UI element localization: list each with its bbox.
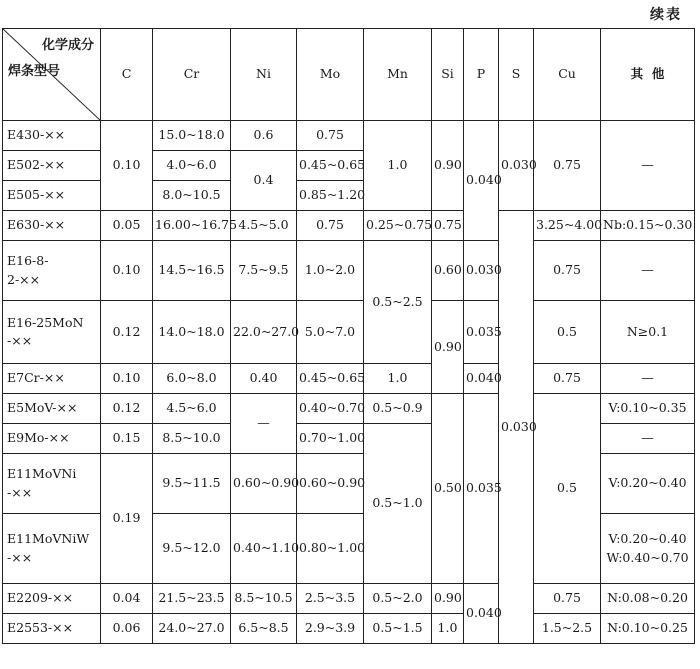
p-cell: 0.030 [464, 241, 499, 301]
cu-cell: 1.5~2.5 [534, 614, 601, 644]
si-cell: 0.50 [432, 394, 464, 584]
c-cell: 0.12 [101, 394, 153, 424]
p-cell: 0.040 [464, 364, 499, 394]
col-header-ni: Ni [231, 29, 297, 121]
other-cell: — [601, 241, 695, 301]
cu-cell: 0.75 [534, 584, 601, 614]
mn-cell: 0.25~0.75 [364, 211, 432, 241]
c-cell: 0.15 [101, 424, 153, 454]
ni-cell: 6.5~8.5 [231, 614, 297, 644]
table-row [3, 394, 695, 424]
ni-cell: 0.60~0.90 [231, 454, 297, 514]
col-header-mo: Mo [297, 29, 364, 121]
model-cell: E11MoVNi -×× [3, 454, 101, 514]
corner-header-cell [3, 29, 101, 121]
model-cell: E7Cr-×× [3, 364, 101, 394]
cr-cell: 16.00~16.75 [153, 211, 231, 241]
model-cell: E16-8- 2-×× [3, 241, 101, 301]
p-cell: 0.035 [464, 301, 499, 364]
si-cell: 0.90 [432, 584, 464, 614]
table-row [3, 301, 695, 364]
model-cell: E430-×× [3, 121, 101, 151]
mo-cell: 5.0~7.0 [297, 301, 364, 364]
cr-cell: 14.5~16.5 [153, 241, 231, 301]
s-cell: 0.030 [499, 211, 534, 644]
cr-cell: 9.5~12.0 [153, 514, 231, 584]
electrode-composition-table [2, 28, 695, 644]
cr-cell: 8.0~10.5 [153, 181, 231, 211]
si-cell: 1.0 [432, 614, 464, 644]
mo-cell: 0.45~0.65 [297, 364, 364, 394]
ni-cell: — [231, 394, 297, 454]
c-cell: 0.04 [101, 584, 153, 614]
ni-cell: 0.40 [231, 364, 297, 394]
other-cell: V:0.10~0.35 [601, 394, 695, 424]
table-row [3, 364, 695, 394]
other-cell: V:0.20~0.40 W:0.40~0.70 [601, 514, 695, 584]
c-cell: 0.06 [101, 614, 153, 644]
p-cell: 0.040 [464, 121, 499, 241]
ni-cell: 22.0~27.0 [231, 301, 297, 364]
ni-cell: 0.40~1.10 [231, 514, 297, 584]
model-cell: E16-25MoN -×× [3, 301, 101, 364]
table-row [3, 211, 695, 241]
col-header-s: S [499, 29, 534, 121]
col-header-other: 其 他 [601, 29, 695, 121]
header-row [3, 29, 695, 121]
other-cell: N:0.10~0.25 [601, 614, 695, 644]
mn-cell: 0.5~1.0 [364, 424, 432, 584]
table-row [3, 614, 695, 644]
col-header-cr: Cr [153, 29, 231, 121]
table-row [3, 241, 695, 301]
s-cell: 0.030 [499, 121, 534, 211]
model-cell: E11MoVNiW -×× [3, 514, 101, 584]
col-header-c: C [101, 29, 153, 121]
cr-cell: 4.0~6.0 [153, 151, 231, 181]
model-cell: E505-×× [3, 181, 101, 211]
other-cell: N:0.08~0.20 [601, 584, 695, 614]
cr-cell: 9.5~11.5 [153, 454, 231, 514]
cr-cell: 15.0~18.0 [153, 121, 231, 151]
other-cell: — [601, 364, 695, 394]
mo-cell: 0.75 [297, 211, 364, 241]
si-cell: 0.75 [432, 211, 464, 241]
col-header-p: P [464, 29, 499, 121]
c-cell: 0.10 [101, 364, 153, 394]
mn-cell: 1.0 [364, 364, 432, 394]
model-cell: E5MoV-×× [3, 394, 101, 424]
mo-cell: 0.85~1.20 [297, 181, 364, 211]
c-cell: 0.10 [101, 121, 153, 211]
ni-cell: 8.5~10.5 [231, 584, 297, 614]
mo-cell: 2.9~3.9 [297, 614, 364, 644]
mn-cell: 0.5~2.5 [364, 241, 432, 364]
model-cell: E2209-×× [3, 584, 101, 614]
c-cell: 0.10 [101, 241, 153, 301]
mo-cell: 0.45~0.65 [297, 151, 364, 181]
cu-cell: 3.25~4.00 [534, 211, 601, 241]
other-cell: Nb:0.15~0.30 [601, 211, 695, 241]
mn-cell: 0.5~0.9 [364, 394, 432, 424]
col-header-mn: Mn [364, 29, 432, 121]
si-cell: 0.90 [432, 301, 464, 394]
model-cell: E630-×× [3, 211, 101, 241]
p-cell: 0.035 [464, 394, 499, 584]
cr-cell: 6.0~8.0 [153, 364, 231, 394]
chemical-composition-label: 化学成分 [41, 38, 94, 53]
other-cell: N≥0.1 [601, 301, 695, 364]
cr-cell: 24.0~27.0 [153, 614, 231, 644]
model-cell: E9Mo-×× [3, 424, 101, 454]
mo-cell: 1.0~2.0 [297, 241, 364, 301]
mo-cell: 0.75 [297, 121, 364, 151]
p-cell: 0.040 [464, 584, 499, 644]
c-cell: 0.05 [101, 211, 153, 241]
other-cell: V:0.20~0.40 [601, 454, 695, 514]
mn-cell: 0.5~2.0 [364, 584, 432, 614]
si-cell: 0.90 [432, 121, 464, 211]
cu-cell: 0.5 [534, 301, 601, 364]
mo-cell: 0.60~0.90 [297, 454, 364, 514]
cu-cell: 0.5 [534, 394, 601, 584]
other-cell: — [601, 121, 695, 211]
model-cell: E502-×× [3, 151, 101, 181]
cr-cell: 4.5~6.0 [153, 394, 231, 424]
cr-cell: 21.5~23.5 [153, 584, 231, 614]
mn-cell: 0.5~1.5 [364, 614, 432, 644]
table-row [3, 584, 695, 614]
cu-cell: 0.75 [534, 121, 601, 211]
electrode-model-label: 焊条型号 [8, 64, 61, 79]
mo-cell: 0.70~1.00 [297, 424, 364, 454]
ni-cell: 0.6 [231, 121, 297, 151]
model-cell: E2553-×× [3, 614, 101, 644]
cu-cell: 0.75 [534, 241, 601, 301]
col-header-si: Si [432, 29, 464, 121]
other-cell: — [601, 424, 695, 454]
mo-cell: 2.5~3.5 [297, 584, 364, 614]
table-row [3, 121, 695, 151]
si-cell: 0.60 [432, 241, 464, 301]
mn-cell: 1.0 [364, 121, 432, 211]
cr-cell: 8.5~10.0 [153, 424, 231, 454]
continued-label: 续表 [650, 7, 682, 23]
mo-cell: 0.80~1.00 [297, 514, 364, 584]
cr-cell: 14.0~18.0 [153, 301, 231, 364]
cu-cell: 0.75 [534, 364, 601, 394]
col-header-cu: Cu [534, 29, 601, 121]
ni-cell: 7.5~9.5 [231, 241, 297, 301]
ni-cell: 0.4 [231, 151, 297, 211]
c-cell: 0.19 [101, 454, 153, 584]
ni-cell: 4.5~5.0 [231, 211, 297, 241]
mo-cell: 0.40~0.70 [297, 394, 364, 424]
c-cell: 0.12 [101, 301, 153, 364]
